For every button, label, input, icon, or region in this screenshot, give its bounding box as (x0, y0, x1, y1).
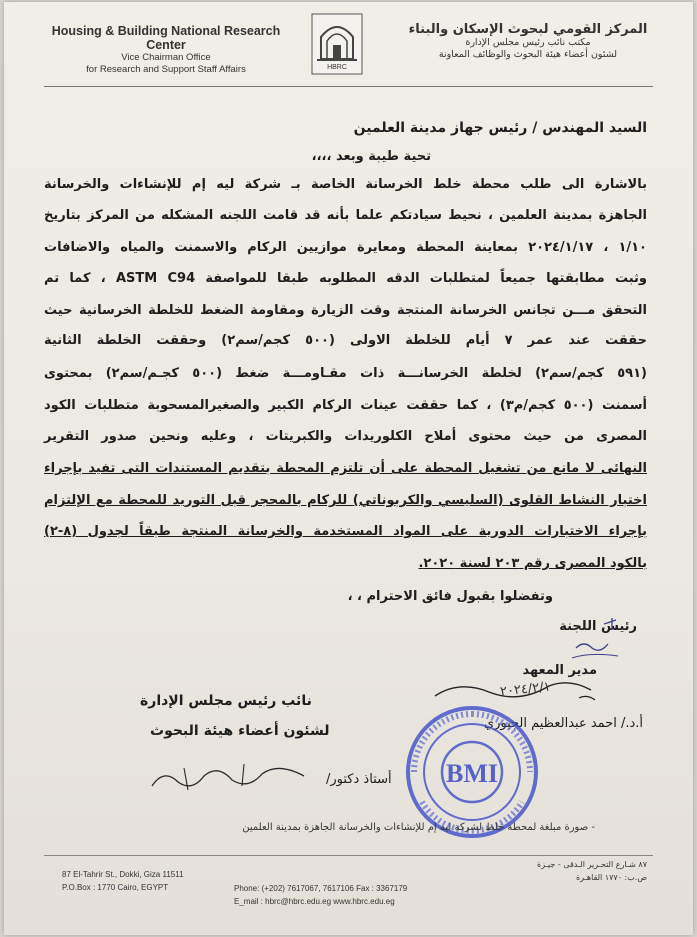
copy-note: - صورة مبلغة لمحطة خلط لشركة ليه إم للإنشاءات والخرسانة الجاهزة بمدينة العلمين (242, 822, 595, 833)
vice-chairman-signature (144, 756, 314, 796)
professor-label: أستاذ دكتور/ (326, 772, 392, 787)
body-line-9: المصرى من حيث محتوى أملاح الكلوريدات والكبريتات ، وعليه ونحين صدور التقرير (44, 429, 647, 444)
header-en-office: Vice Chairman Office (121, 52, 211, 63)
hbrc-logo-icon (311, 13, 363, 75)
footer-divider (44, 855, 653, 856)
header-ar-office: مكتب نائب رئيس مجلس الإدارة (465, 37, 591, 48)
footer-addr-line1: 87 El-Tahrir St., Dokki, Giza 11511 (62, 870, 184, 879)
header-en-affairs: for Research and Support Staff Affairs (86, 64, 246, 75)
body-line-11: اختبار النشاط القلوى (السليسي والكربوناتي) للركام بالمحجر قبل التوريد للمحطة مع الإلتزام (44, 493, 647, 508)
body-line-7: (٥٩١ كجم/سم٢) لخلطة الخرسانـــة ذات مقـاومـــة ضغط (٥٠٠ كجـم/سم٢) بمحتوى (44, 366, 647, 381)
body-line-1: بالاشارة الى طلب محطة خلط الخرسانة الخاصة بـ شركة ليه إم للإنشاءات والخرسانة (44, 177, 647, 192)
header-arabic (403, 22, 653, 61)
addressee: السيد المهندس / رئيس جهاز مدينة العلمين (353, 120, 647, 136)
greeting: تحية طيبة وبعد ،،،، (311, 149, 431, 164)
logo-text: HBRC (327, 64, 347, 71)
body-line-5: التحقق مـــن تجانس الخرسانة المنتجة وقت الزيارة ومقاومة الضغط للخلطة الخرسانية حيث (44, 303, 647, 318)
director-name: أ.د./ احمد عبدالعظيم الجبوري (483, 716, 643, 731)
footer-phone: Phone: (+202) 7617067, 7617106 Fax : 3367179 (234, 884, 408, 893)
header-ar-affairs: لشئون أعضاء هيئة البحوث والوظائف المعاونة (438, 49, 618, 60)
bmi-stamp-icon (402, 702, 542, 842)
body-line-8: أسمنت (٥٠٠ كجم/م٣) ، كما حققت عينات الركام الكبير والصغيرالمسحوبة متطلبات الكود (44, 398, 647, 413)
header-english (46, 24, 286, 76)
closing: وتفضلوا بقبول فائق الاحترام ، ، (347, 589, 553, 604)
body-line-13: بالكود المصرى رقم ٢٠٣ لسنة ٢٠٢٠. (418, 556, 647, 571)
committee-head-signature (564, 614, 624, 664)
vice-chairman-affairs: لشئون أعضاء هيئة البحوث (150, 723, 330, 739)
institute-director-title: مدير المعهد (522, 663, 597, 678)
footer-address-ar (537, 858, 647, 884)
footer-ar-addr1: ٨٧ شـارع التحـرير الـدقى - جيـزة (537, 860, 647, 869)
body-line-10: النهائى لا مانع من تشغيل المحطة على أن تلتزم المحطة بتقديم المستندات التى تفيد بإجراء (44, 461, 647, 476)
vice-chairman-title: نائب رئيس مجلس الإدارة (140, 693, 312, 709)
footer-contact (234, 882, 407, 908)
footer-address-en (62, 868, 184, 894)
footer-addr-line2: P.O.Box : 1770 Cairo, EGYPT (62, 883, 169, 892)
body-line-4: وثبت مطابقتها جميعاً لمتطلبات الدقه المطلوبه طبقا للمواصفة ASTM C94 ، كما تم (44, 271, 647, 286)
body-line-6: حققت عند عمر ٧ أيام للخلطة الاولى (٥٠٠ كجم/سم٢) وحققت الخلطة الثانية (44, 333, 647, 348)
header-en-org: Housing & Building National Research Center (51, 24, 281, 52)
handwritten-date: ٢٠٢٤/٢/١ (499, 679, 552, 700)
footer-ar-addr2: ص.ب: ١٧٧٠ القاهـرة (575, 873, 647, 882)
body-line-12: بإجراء الاختبارات الدورية على المواد المستخدمة والخرسانة المنتجة طبقاً لجدول (٨-٢) (44, 524, 647, 539)
footer-email: E_mail : hbrc@hbrc.edu.eg www.hbrc.edu.eg (234, 897, 395, 906)
body-line-3: ١/١٠ ، ٢٠٢٤/١/١٧ بمعاينة المحطة ومعايرة موازيين الركام والاسمنت والمياه والاضافات (44, 240, 647, 255)
header-ar-org: المركز القومي لبحوث الإسكان والبناء (408, 22, 648, 37)
stamp-text: BMI (446, 759, 498, 788)
letter-sheet (4, 2, 693, 935)
header-divider (44, 86, 653, 87)
body-line-2: الجاهزة بمدينة العلمين ، نحيط سيادتكم علما بأنه قد قامت اللجنه المشكله من المركز بتاريخ (44, 208, 647, 223)
committee-head-title: رئيس اللجنة (559, 619, 637, 634)
